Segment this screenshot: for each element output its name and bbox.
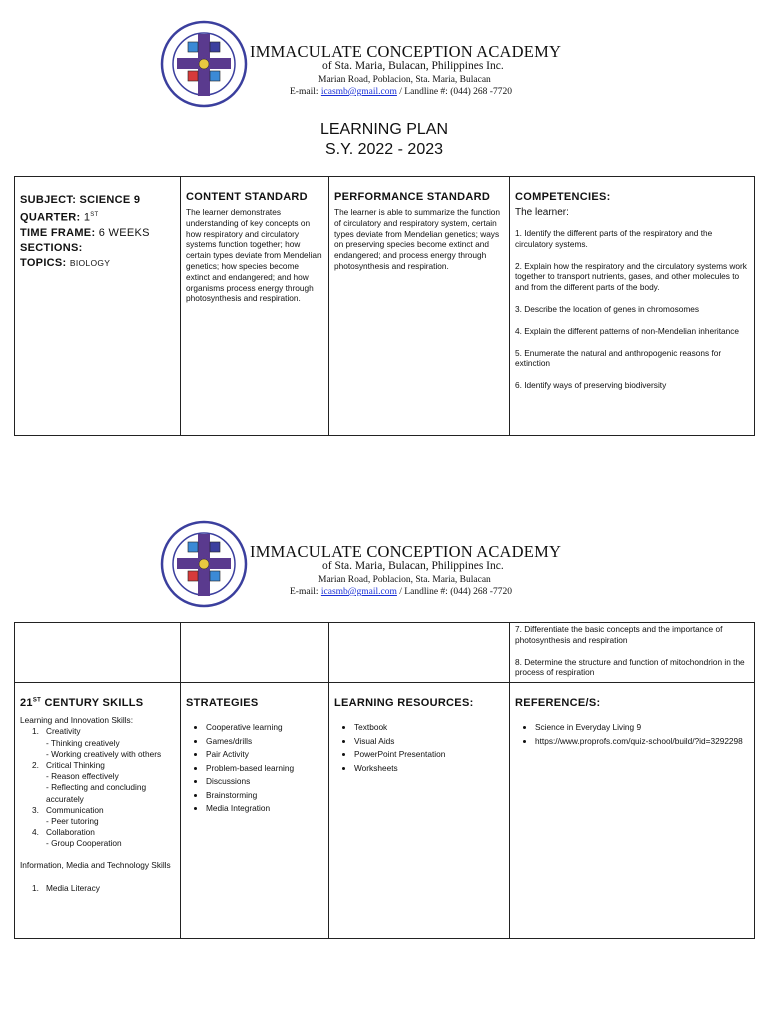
reference-link[interactable]: • https://www.proprofs.com/quiz-school/build/?id=3292298 (535, 735, 749, 749)
references-cell (510, 683, 755, 939)
school-seal-logo (160, 20, 248, 108)
reference-item: • Science in Everyday Living 9 (535, 721, 749, 735)
empty-cell (181, 623, 329, 683)
time-frame-line: TIME FRAME: 6 WEEKS (20, 226, 150, 239)
strategies-heading: STRATEGIES (186, 697, 259, 710)
competency-item: 1. Identify the different parts of the respiratory and the circulatory systems. (515, 228, 713, 249)
strategy-item: • Brainstorming (206, 789, 323, 803)
performance-standard-text: The learner is able to summarize the function of circulatory and respiratory system, certain types deviate from Mendelian genetics; ways on preserving species become extinct and endangered; and process energy through photosynthesis and respiration. (334, 207, 501, 271)
strategy-item: • Cooperative learning (206, 721, 323, 735)
competency-item: 8. Determine the structure and function of mitochondrion in the process of respiration (515, 656, 745, 678)
school-year: S.Y. 2022 - 2023 (324, 141, 444, 158)
subject-line: SUBJECT: SCIENCE 9 (20, 194, 141, 206)
landline: / Landline #: (044) 268 -7720 (396, 587, 512, 597)
skill-item: 1. Creativity (32, 726, 81, 737)
performance-standard-heading: PERFORMANCE STANDARD (334, 191, 491, 203)
school-address: Marian Road, Poblacion, Sta. Maria, Bulacan (318, 75, 491, 85)
skill-item: 3. Communication (32, 804, 104, 815)
performance-standard-cell (329, 177, 510, 436)
letterhead (0, 500, 768, 610)
school-name: IMMACULATE CONCEPTION ACADEMY (250, 542, 562, 561)
school-name: IMMACULATE CONCEPTION ACADEMY (250, 42, 562, 61)
strategies-list (186, 721, 323, 816)
skill-sub-item: - Reason effectively (46, 771, 119, 782)
topics-line: TOPICS: BIOLOGY (20, 256, 111, 269)
competencies-intro: The learner: (515, 207, 569, 218)
strategy-item: • Media Integration (206, 802, 323, 816)
email-prefix: E-mail: (290, 87, 321, 97)
content-standard-cell (181, 177, 329, 436)
school-location: of Sta. Maria, Bulacan, Philippines Inc. (322, 60, 504, 72)
resource-item: • Worksheets (354, 762, 504, 776)
email-link[interactable]: icasmb@gmail.com (320, 587, 397, 597)
strategy-item: • Games/drills (206, 735, 323, 749)
strategy-item: • Pair Activity (206, 748, 323, 762)
learning-resources-heading: LEARNING RESOURCES: (334, 697, 474, 710)
page-1 (0, 0, 768, 391)
century-skills-heading: 21ST CENTURY SKILLS (20, 697, 144, 710)
competency-item: 6. Identify ways of preserving biodiversity (515, 380, 667, 391)
subject-info-cell (15, 177, 181, 436)
strategies-cell (181, 683, 329, 939)
letterhead (0, 0, 768, 110)
content-standard-heading: CONTENT STANDARD (186, 191, 308, 203)
email-prefix: E-mail: (290, 587, 321, 597)
learning-plan-table-2 (14, 622, 755, 939)
century-skills-list (20, 715, 175, 894)
plan-title: LEARNING PLAN (319, 121, 449, 138)
century-skills-cell (15, 683, 181, 939)
references-heading: REFERENCE/S: (515, 697, 601, 710)
learning-resources-cell (329, 683, 510, 939)
competency-item: 4. Explain the different patterns of non-Mendelian inheritance (515, 325, 740, 336)
competency-item: 2. Explain how the respiratory and the circulatory systems work together to transport nutrients, gases, and other molecules to and from the different parts of the body. (515, 260, 747, 293)
strategy-item: • Problem-based learning (206, 762, 323, 776)
school-location: of Sta. Maria, Bulacan, Philippines Inc. (322, 560, 504, 572)
resources-list (334, 721, 504, 775)
skill-item: 1. Media Literacy (32, 882, 100, 893)
empty-cell (15, 623, 181, 683)
competencies-continued-cell (510, 623, 755, 683)
content-standard-text: The learner demonstrates understanding of key concepts on how respiratory and circulatory systems function together; how certain types deviate from Mendelian genetics; how species become extinct and endangered; and how organisms process energy through photosynthesis and respiration. (186, 207, 322, 304)
competencies-cell (510, 177, 755, 436)
strategy-item: • Discussions (206, 775, 323, 789)
skill-sub-item: - Thinking creatively (46, 737, 120, 748)
skills-intro: Learning and Innovation Skills: (20, 715, 134, 726)
empty-cell (329, 623, 510, 683)
skill-sub-item: - Reflecting and concluding accurately (46, 782, 147, 804)
school-address: Marian Road, Poblacion, Sta. Maria, Bulacan (318, 575, 491, 585)
quarter-line: QUARTER: 1ST (20, 211, 99, 224)
skill-item: 4. Collaboration (32, 827, 95, 838)
competency-item: 3. Describe the location of genes in chromosomes (515, 303, 700, 314)
references-list (515, 721, 749, 748)
sections-line: SECTIONS: (20, 241, 83, 254)
competency-item: 5. Enumerate the natural and anthropogenic reasons for extinction (515, 347, 722, 369)
skill-sub-item: - Peer tutoring (46, 816, 99, 827)
competency-item: 7. Differentiate the basic concepts and the importance of photosynthesis and respiration (515, 624, 723, 645)
competencies-heading: COMPETENCIES: (515, 191, 611, 203)
contact-line (290, 87, 512, 97)
email-link[interactable]: icasmb@gmail.com (320, 87, 397, 97)
resource-item: • Textbook (354, 721, 504, 735)
skill-item: 2. Critical Thinking (32, 760, 105, 770)
resource-item: • Visual Aids (354, 735, 504, 749)
landline: / Landline #: (044) 268 -7720 (396, 87, 512, 97)
info-media-skills-heading: Information, Media and Technology Skills (20, 859, 171, 870)
skill-sub-item: - Group Cooperation (46, 838, 122, 849)
resource-item: • PowerPoint Presentation (354, 748, 504, 762)
skill-sub-item: - Working creatively with others (46, 748, 162, 759)
learning-plan-table-1 (14, 176, 755, 436)
school-seal-logo (160, 520, 248, 608)
page-2 (0, 500, 768, 893)
contact-line (290, 587, 512, 597)
